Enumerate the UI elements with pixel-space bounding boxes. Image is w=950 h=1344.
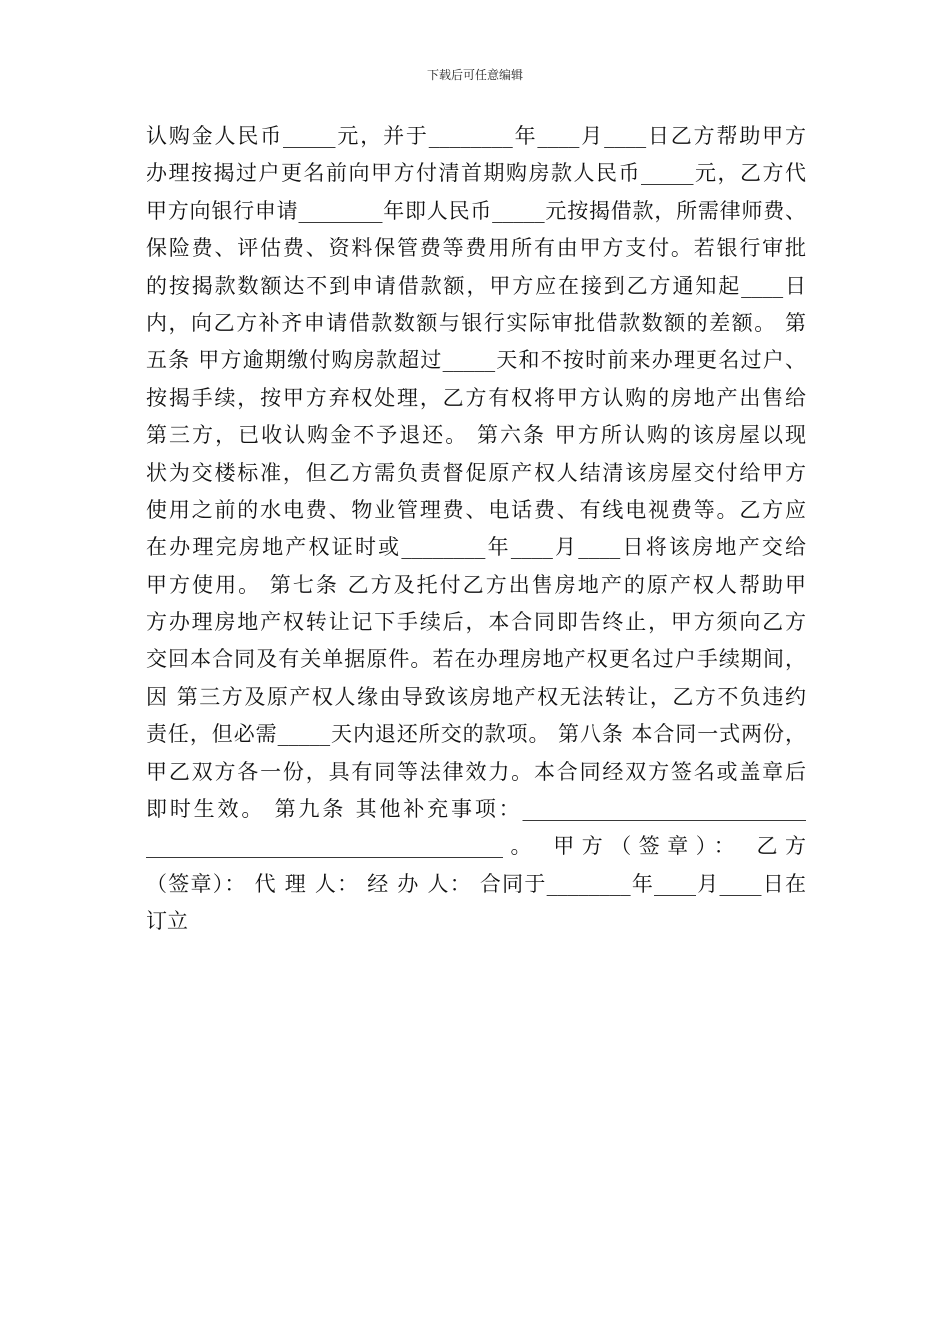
contract-line: 按揭手续，按甲方弃权处理，乙方有权将甲方认购的房地产出售给 (146, 385, 806, 410)
contract-line: （签章）： 代 理 人： 经 办 人： 合同于________年____月____日在 (146, 871, 806, 896)
contract-line: 订立 (146, 909, 188, 934)
contract-line: 五条 甲方逾期缴付购房款超过_____天和不按时前来办理更名过户、 (146, 348, 806, 373)
contract-line: 责任，但必需_____天内退还所交的款项。 第八条 本合同一式两份， (146, 722, 806, 747)
contract-line: 状为交楼标准，但乙方需负责督促原产权人结清该房屋交付给甲方 (146, 460, 806, 485)
contract-line: 即时生效。 第九条 其他补充事项：___________________________ (146, 797, 806, 822)
contract-line: 内，向乙方补齐申请借款数额与银行实际审批借款数额的差额。 第 (146, 310, 806, 335)
contract-line: 交回本合同及有关单据原件。若在办理房地产权更名过户手续期间， (146, 647, 806, 672)
header-note: 下载后可任意编辑 (426, 68, 523, 82)
contract-line: 使用之前的水电费、物业管理费、电话费、有线电视费等。乙方应 (146, 497, 806, 522)
contract-line: 认购金人民币_____元，并于________年____月____日乙方帮助甲方 (146, 124, 806, 148)
contract-line: 甲乙双方各一份，具有同等法律效力。本合同经双方签名或盖章后 (146, 759, 806, 784)
contract-line: 方办理房地产权转让记下手续后，本合同即告终止，甲方须向乙方 (146, 610, 806, 635)
contract-line: 甲方使用。 第七条 乙方及托付乙方出售房地产的原产权人帮助甲 (146, 572, 806, 597)
contract-line: 甲方向银行申请________年即人民币_____元按揭借款，所需律师费、 (146, 198, 806, 223)
contract-line: 办理按揭过户更名前向甲方付清首期购房款人民币_____元，乙方代 (146, 161, 806, 186)
contract-body (146, 118, 806, 941)
contract-line: 保险费、评估费、资料保管费等费用所有由甲方支付。若银行审批 (146, 236, 806, 261)
contract-line: 在办理完房地产权证时或________年____月____日将该房地产交给 (146, 535, 806, 560)
contract-line: __________________________________。 甲方（签章）： 乙方 (146, 834, 806, 859)
contract-line: 第三方，已收认购金不予退还。 第六条 甲方所认购的该房屋以现 (146, 423, 806, 448)
contract-line: 因 第三方及原产权人缘由导致该房地产权无法转让，乙方不负违约 (146, 684, 806, 709)
contract-line: 的按揭款数额达不到申请借款额，甲方应在接到乙方通知起____日 (146, 273, 806, 298)
